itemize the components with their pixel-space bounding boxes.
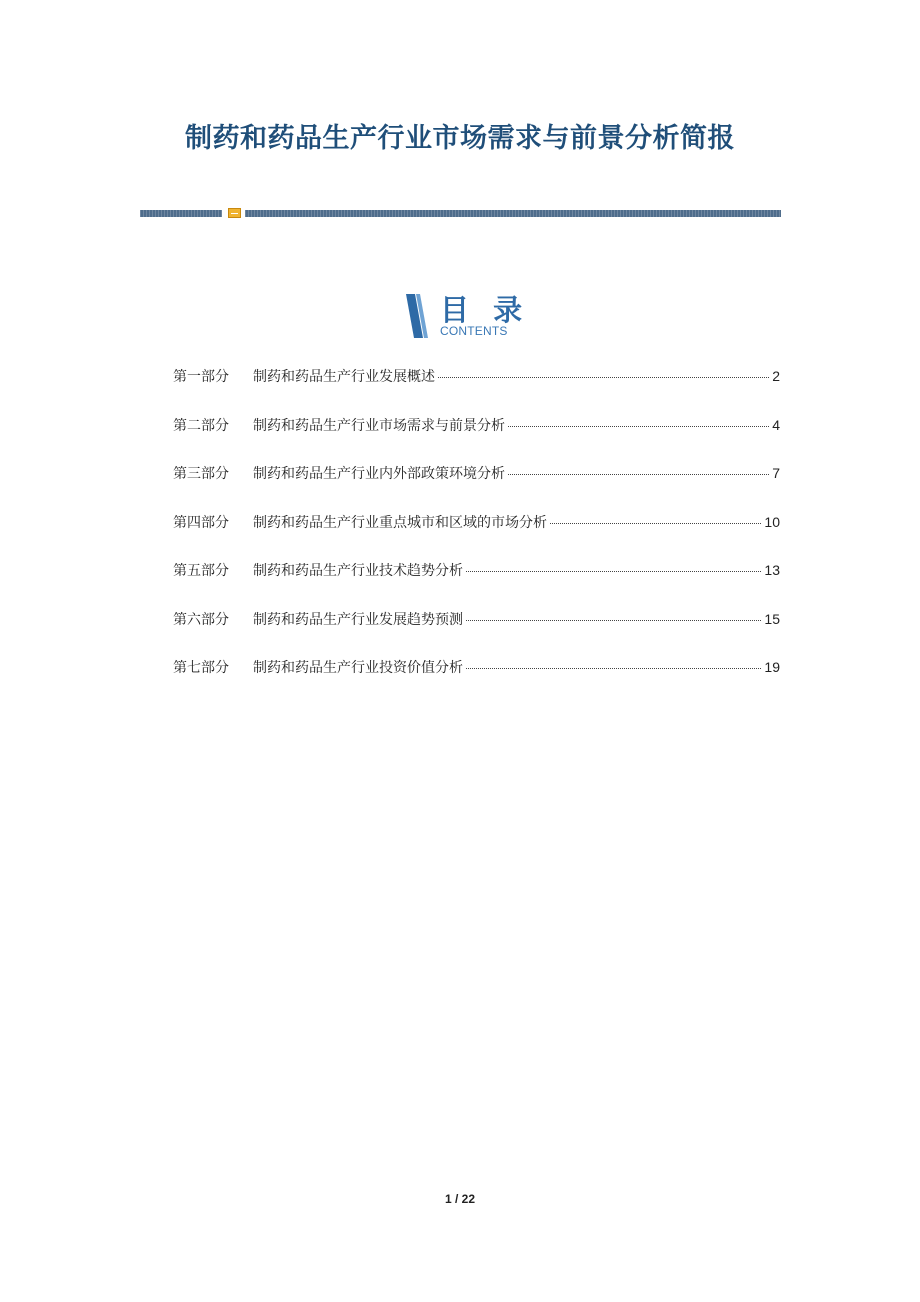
- divider-bar-right: [245, 210, 781, 217]
- toc-list: [173, 366, 780, 706]
- toc-entry-leader: [508, 474, 769, 475]
- toc-entry-part: 第一部分: [173, 369, 229, 385]
- toc-entry-title[interactable]: 制药和药品生产行业市场需求与前景分析: [253, 417, 505, 434]
- toc-entry-leader: [466, 620, 761, 621]
- toc-entry-part: 第二部分: [173, 417, 229, 434]
- toc-entry-title[interactable]: 制药和药品生产行业投资价值分析: [253, 660, 463, 676]
- toc-entry-title[interactable]: 制药和药品生产行业发展趋势预测: [253, 611, 463, 628]
- toc-entry[interactable]: [173, 609, 780, 658]
- toc-entry[interactable]: [173, 366, 780, 415]
- toc-heading: [404, 290, 534, 340]
- toc-entry-title[interactable]: 制药和药品生产行业内外部政策环境分析: [253, 466, 505, 482]
- toc-entry-page[interactable]: 10: [764, 513, 780, 530]
- toc-bookmark-icon: [404, 294, 430, 338]
- page-number: 1 / 22: [444, 1192, 476, 1206]
- toc-entry-part: 第六部分: [173, 611, 229, 628]
- toc-entry-page[interactable]: 4: [772, 416, 780, 433]
- toc-entry-page[interactable]: 13: [764, 562, 780, 578]
- toc-entry-part: 第七部分: [173, 660, 229, 676]
- toc-entry-title[interactable]: 制药和药品生产行业发展概述: [253, 369, 435, 385]
- toc-entry[interactable]: [173, 415, 780, 464]
- toc-entry-page[interactable]: 7: [772, 465, 780, 481]
- toc-heading-subtitle: CONTENTS: [440, 324, 508, 338]
- document-title: 制药和药品生产行业市场需求与前景分析简报: [185, 123, 735, 154]
- toc-entry[interactable]: [173, 463, 780, 512]
- toc-entry-leader: [550, 523, 761, 524]
- toc-entry[interactable]: [173, 560, 780, 609]
- divider-badge-icon: [228, 208, 241, 218]
- title-divider: [140, 208, 781, 219]
- toc-entry-page[interactable]: 2: [772, 368, 780, 384]
- toc-entry-title[interactable]: 制药和药品生产行业技术趋势分析: [253, 563, 463, 579]
- toc-entry-part: 第三部分: [173, 466, 229, 482]
- toc-entry-part: 第五部分: [173, 563, 229, 579]
- toc-entry-leader: [466, 571, 761, 572]
- toc-entry-title[interactable]: 制药和药品生产行业重点城市和区域的市场分析: [253, 514, 547, 531]
- toc-entry[interactable]: [173, 657, 780, 706]
- toc-heading-title: 目 录: [440, 293, 530, 327]
- toc-entry[interactable]: [173, 512, 780, 561]
- toc-entry-leader: [466, 668, 761, 669]
- divider-bar-left: [140, 210, 222, 217]
- toc-entry-leader: [438, 377, 769, 378]
- toc-entry-leader: [508, 426, 769, 427]
- toc-entry-page[interactable]: 19: [764, 659, 780, 675]
- toc-entry-part: 第四部分: [173, 514, 229, 531]
- toc-entry-page[interactable]: 15: [764, 610, 780, 627]
